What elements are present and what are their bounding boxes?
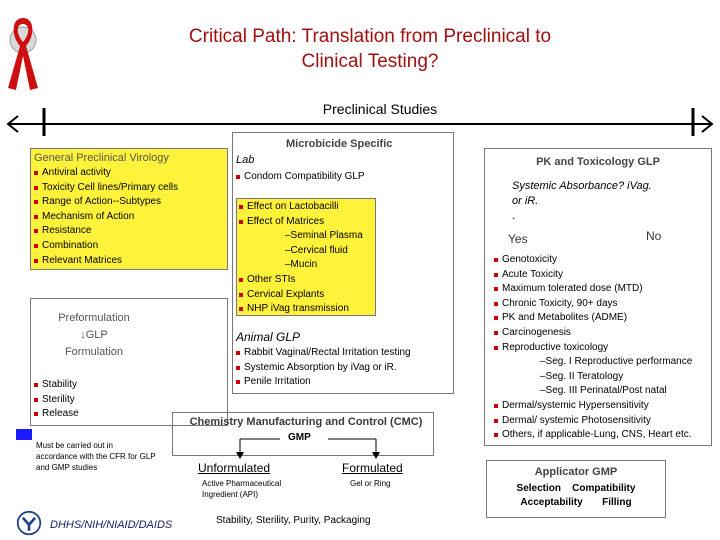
virology-item: Resistance	[34, 224, 224, 239]
pk-item: –Seg. III Perinatal/Post natal	[540, 385, 667, 397]
virology-item: Combination	[34, 239, 224, 254]
preformulation-item: Stability	[34, 378, 154, 393]
footer-org: DHHS/NIH/NIAID/DAIDS	[50, 519, 173, 531]
pk-item: Reproductive toxicology	[494, 341, 710, 356]
pk-item: Others, if applicable-Lung, CNS, Heart etc.	[494, 428, 710, 443]
timeline-label: Preclinical Studies	[322, 101, 438, 117]
virology-item: Relevant Matrices	[34, 254, 224, 269]
virology-item: Range of Action--Subtypes	[34, 195, 224, 210]
microbicide-header: Microbicide Specific	[286, 138, 393, 150]
animal-list	[236, 346, 450, 390]
pk-item: Carcinogenesis	[494, 326, 710, 341]
virology-header: General Preclinical Virology	[34, 152, 169, 164]
pk-item: Genotoxicity	[494, 253, 710, 268]
pk-dot: .	[512, 208, 516, 222]
matrices-item: –Cervical fluid	[285, 244, 348, 256]
animal-label: Animal GLP	[236, 330, 301, 344]
unformulated-label: Unformulated	[198, 461, 271, 475]
virology-list	[34, 166, 224, 268]
formulation-label: Formulation	[64, 346, 124, 358]
pk-item: Dermal/ systemic Photosensitivity	[494, 414, 710, 429]
virology-item: Mechanism of Action	[34, 210, 224, 225]
preformulation-item: Release	[34, 407, 154, 422]
matrices-item: –Mucin	[285, 259, 318, 271]
pk-header: PK and Toxicology GLP	[536, 156, 660, 168]
pk-list	[494, 253, 710, 443]
animal-item: Systemic Absorption by iVag or iR.	[236, 361, 450, 376]
applicator-row-2: Acceptability Filling	[520, 497, 632, 508]
virology-item: Toxicity Cell lines/Primary cells	[34, 181, 224, 196]
api-label: Active Pharmaceutical Ingredient (API)	[202, 479, 282, 499]
matrices-list	[239, 200, 373, 317]
pk-item: Chronic Toxicity, 90+ days	[494, 297, 710, 312]
pk-item: PK and Metabolites (ADME)	[494, 311, 710, 326]
preformulation-label: Preformulation	[58, 312, 130, 324]
pk-yes: Yes	[508, 232, 528, 246]
applicator-title: Applicator GMP	[534, 466, 618, 478]
pk-item: Dermal/systemic Hypersensitivity	[494, 399, 710, 414]
matrices-item: NHP iVag transmission	[239, 302, 373, 317]
pk-item: Acute Toxicity	[494, 268, 710, 283]
pk-item: –Seg. I Reproductive performance	[540, 356, 693, 368]
gel-label: Gel or Ring	[350, 479, 391, 488]
cmc-split-arrows	[210, 432, 410, 462]
matrices-item: Effect on Lactobacilli	[239, 200, 373, 215]
virology-item: Antiviral activity	[34, 166, 224, 181]
cmc-footer: Stability, Sterility, Purity, Packaging	[216, 515, 371, 526]
matrices-item: Effect of Matrices	[239, 215, 373, 230]
lab-item: Condom Compatibility GLP	[236, 170, 446, 185]
animal-item: Rabbit Vaginal/Rectal Irritation testing	[236, 346, 450, 361]
preformulation-item: Sterility	[34, 393, 154, 408]
matrices-box	[236, 198, 376, 316]
hhs-logo-icon	[16, 510, 42, 536]
title-line-1: Critical Path: Translation from Preclinical to	[188, 26, 552, 47]
pk-question: Systemic Absorbance? iVag. or iR.	[512, 180, 652, 207]
cmc-gmp: GMP	[288, 432, 311, 443]
pk-no: No	[646, 229, 662, 243]
applicator-row-1: Selection Compatibility	[516, 483, 636, 494]
legend-swatch	[16, 429, 32, 440]
matrices-item: –Seminal Plasma	[285, 230, 363, 242]
virology-box	[30, 148, 228, 270]
preformulation-heading	[34, 310, 154, 361]
pk-item: –Seg. II Teratology	[540, 370, 624, 382]
pk-item: Maximum tolerated dose (MTD)	[494, 282, 710, 297]
animal-item: Penile Irritation	[236, 375, 450, 390]
lab-label: Lab	[236, 154, 255, 166]
red-ribbon-icon	[6, 12, 40, 92]
page-title	[90, 24, 650, 74]
legend-text: Must be carried out in accordance with the CFR for GLP and GMP studies	[36, 441, 156, 472]
cmc-title: Chemistry Manufacturing and Control (CMC)	[189, 416, 423, 428]
matrices-item: Cervical Explants	[239, 288, 373, 303]
lab-list	[236, 170, 446, 185]
formulated-label: Formulated	[342, 461, 403, 475]
title-line-2: Clinical Testing?	[301, 51, 439, 72]
glp-arrow: ↓GLP	[80, 329, 108, 341]
matrices-item: Other STIs	[239, 273, 373, 288]
preformulation-list	[34, 378, 154, 422]
